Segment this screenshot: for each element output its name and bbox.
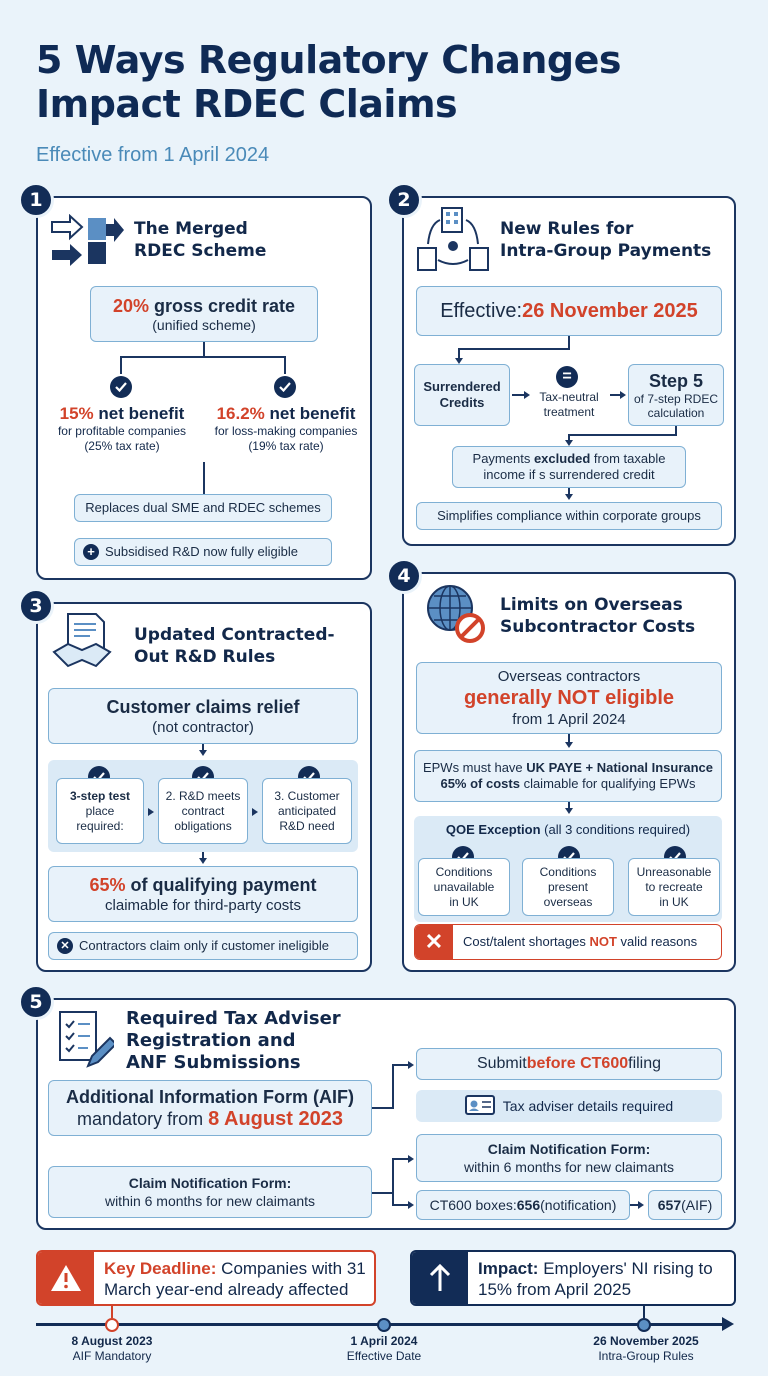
adviser-details: Tax adviser details required — [416, 1090, 722, 1122]
panel-number-5: 5 — [18, 984, 54, 1020]
equals-icon: = — [556, 366, 578, 388]
ct600-aif-box: 657 (AIF) — [648, 1190, 722, 1220]
connector — [458, 348, 570, 350]
profitable-benefit: 15% net benefit for profitable companies (25% tax rate) — [57, 404, 187, 453]
check-icon — [110, 376, 132, 398]
timeline-marker-effective — [377, 1318, 391, 1332]
step-3-box: 3. Customer anticipated R&D need — [262, 778, 352, 844]
panel-number-2: 2 — [386, 182, 422, 218]
id-card-icon — [465, 1095, 495, 1118]
page-title: 5 Ways Regulatory Changes Impact RDEC Claims — [36, 38, 622, 126]
payments-excluded-box: Payments excluded from taxable income if s surrendered credit — [452, 446, 686, 488]
effective-date-box: Effective: 26 November 2025 — [416, 286, 722, 336]
condition-1-box: Conditions unavailable in UK — [418, 858, 510, 916]
x-icon: ✕ — [415, 925, 453, 959]
check-icon — [274, 376, 296, 398]
warning-icon — [38, 1252, 94, 1304]
arrow-up-icon — [412, 1252, 468, 1304]
panel-1-title: The Merged RDEC Scheme — [134, 219, 267, 261]
panel-number-3: 3 — [18, 588, 54, 624]
epw-box: EPWs must have UK PAYE + National Insurance 65% of costs claimable for qualifying EPWs — [414, 750, 722, 802]
cnf-left-box: Claim Notification Form: within 6 months for new claimants — [48, 1166, 372, 1218]
connector — [284, 356, 286, 374]
timeline-label-effective: 1 April 2024 Effective Date — [346, 1334, 422, 1363]
panel-number-1: 1 — [18, 182, 54, 218]
replaces-box: Replaces dual SME and RDEC schemes — [74, 494, 332, 522]
qualifying-payment-box: 65% of qualifying payment claimable for third-party costs — [48, 866, 358, 922]
surrendered-credits-box: Surrendered Credits — [414, 364, 510, 426]
submit-before-box: Submit before CT600 filing — [416, 1048, 722, 1080]
connector — [203, 462, 205, 494]
key-deadline-callout: Key Deadline: Companies with 31 March year-end already affected — [36, 1250, 376, 1306]
panel-number-4: 4 — [386, 558, 422, 594]
merge-arrows-icon — [50, 214, 126, 271]
buildings-network-icon — [416, 206, 492, 277]
panel-5-title: Required Tax Adviser Registration and ANF Submissions — [126, 1008, 341, 1073]
simplifies-box: Simplifies compliance within corporate groups — [416, 502, 722, 530]
cnf-right-box: Claim Notification Form: within 6 months for new claimants — [416, 1134, 722, 1182]
panel-3-title: Updated Contracted- Out R&D Rules — [134, 625, 335, 667]
condition-2-box: Conditions present overseas — [522, 858, 614, 916]
step-2-box: 2. R&D meets contract obligations — [158, 778, 248, 844]
timeline-label-aif: 8 August 2023 AIF Mandatory — [71, 1334, 153, 1363]
panel-4-title: Limits on Overseas Subcontractor Costs — [500, 595, 696, 637]
checklist-pen-icon — [58, 1010, 114, 1075]
connector — [120, 356, 122, 374]
shortages-warning: ✕ Cost/talent shortages NOT valid reasons — [414, 924, 722, 960]
panel-2-title: New Rules for Intra-Group Payments — [500, 219, 712, 261]
x-circle-icon: ✕ — [57, 938, 73, 954]
connector — [458, 348, 460, 358]
ct600-box: CT600 boxes: 656 (notification) — [416, 1190, 630, 1220]
timeline-label-intra-group: 26 November 2025 Intra-Group Rules — [593, 1334, 699, 1363]
impact-callout: Impact: Employers' NI rising to 15% from April 2025 — [410, 1250, 736, 1306]
page-subtitle: Effective from 1 April 2024 — [36, 144, 270, 166]
customer-claims-box: Customer claims relief (not contractor) — [48, 688, 358, 744]
contractors-box: ✕ Contractors claim only if customer ineligible — [48, 932, 358, 960]
globe-prohibited-icon — [424, 582, 488, 651]
tax-neutral-label: Tax-neutral treatment — [539, 390, 599, 419]
subsidised-box: + Subsidised R&D now fully eligible — [74, 538, 332, 566]
plus-icon: + — [83, 544, 99, 560]
timeline-marker-intra-group — [637, 1318, 651, 1332]
handshake-document-icon — [52, 612, 122, 677]
step-1-box: 3-step test place required: — [56, 778, 144, 844]
overseas-not-eligible-box: Overseas contractors generally NOT eligible from 1 April 2024 — [416, 662, 722, 734]
aif-box: Additional Information Form (AIF) mandatory from 8 August 2023 — [48, 1080, 372, 1136]
gross-rate-box: 20% gross credit rate (unified scheme) — [90, 286, 318, 342]
timeline-marker-aif — [105, 1318, 119, 1332]
condition-3-box: Unreasonable to recreate in UK — [628, 858, 720, 916]
qoe-heading: QOE Exception (all 3 conditions required) — [445, 822, 691, 837]
connector — [120, 356, 286, 358]
loss-making-benefit: 16.2% net benefit for loss-making companies (19% tax rate) — [214, 404, 358, 453]
step-5-box: Step 5 of 7-step RDEC calculation — [628, 364, 724, 426]
timeline-arrowhead — [722, 1317, 734, 1331]
